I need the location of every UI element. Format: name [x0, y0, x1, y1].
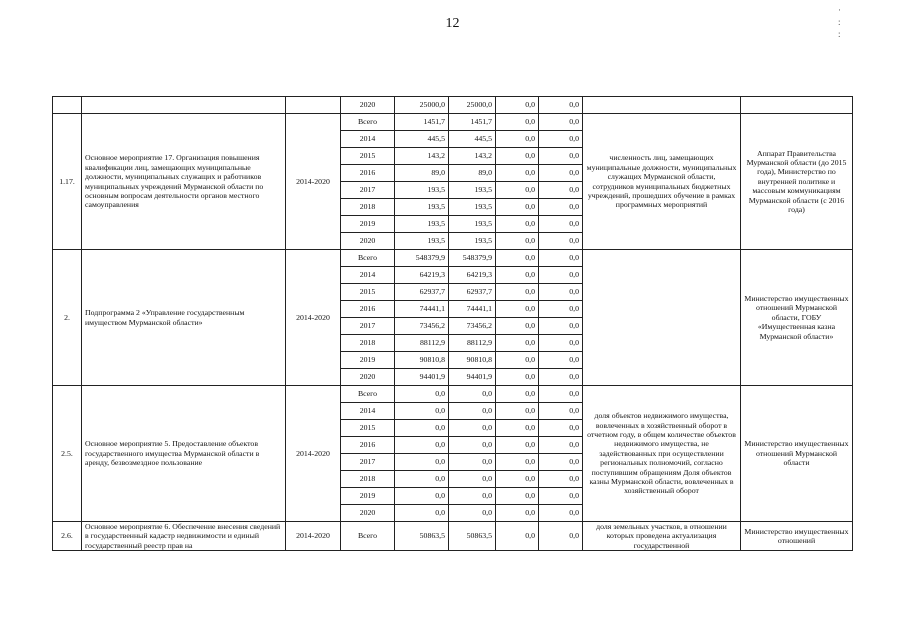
- federal-budget-cell: 0,0: [496, 352, 539, 369]
- total-cell: 64219,3: [395, 267, 449, 284]
- regional-budget-cell: 0,0: [449, 471, 496, 488]
- regional-budget-cell: 90810,8: [449, 352, 496, 369]
- year-cell: 2015: [341, 148, 395, 165]
- regional-budget-cell: 64219,3: [449, 267, 496, 284]
- other-funds-cell: 0,0: [539, 250, 583, 267]
- total-cell: 88112,9: [395, 335, 449, 352]
- total-cell: 548379,9: [395, 250, 449, 267]
- regional-budget-cell: 0,0: [449, 386, 496, 403]
- total-cell: 193,5: [395, 182, 449, 199]
- row-number: [53, 97, 82, 114]
- federal-budget-cell: 0,0: [496, 165, 539, 182]
- regional-budget-cell: 62937,7: [449, 284, 496, 301]
- total-cell: 193,5: [395, 199, 449, 216]
- total-cell: 25000,0: [395, 97, 449, 114]
- other-funds-cell: 0,0: [539, 131, 583, 148]
- federal-budget-cell: 0,0: [496, 522, 539, 551]
- federal-budget-cell: 0,0: [496, 182, 539, 199]
- row-number: 2.6.: [53, 522, 82, 551]
- year-cell: 2020: [341, 97, 395, 114]
- year-cell: 2019: [341, 216, 395, 233]
- scan-footer-noise: [0, 628, 905, 634]
- executor-cell: Министерство имущественных отношений: [741, 522, 853, 551]
- other-funds-cell: 0,0: [539, 182, 583, 199]
- indicator-cell: доля земельных участков, в отношении которых проведена актуализация государственной: [583, 522, 741, 551]
- federal-budget-cell: 0,0: [496, 369, 539, 386]
- year-cell: 2020: [341, 233, 395, 250]
- indicator-cell: численность лиц, замещающих муниципальные должности, муниципальных служащих Мурманской области, сотрудников муниципальных бюджетных учреждений, прошедших обучение в рамках программных мероприятий: [583, 114, 741, 250]
- table-row: [53, 386, 853, 403]
- other-funds-cell: 0,0: [539, 352, 583, 369]
- regional-budget-cell: 193,5: [449, 216, 496, 233]
- total-cell: 50863,5: [395, 522, 449, 551]
- total-cell: 0,0: [395, 420, 449, 437]
- federal-budget-cell: 0,0: [496, 454, 539, 471]
- year-cell: 2018: [341, 335, 395, 352]
- federal-budget-cell: 0,0: [496, 471, 539, 488]
- total-cell: 0,0: [395, 454, 449, 471]
- federal-budget-cell: 0,0: [496, 267, 539, 284]
- period: 2014-2020: [286, 386, 341, 522]
- federal-budget-cell: 0,0: [496, 386, 539, 403]
- federal-budget-cell: 0,0: [496, 488, 539, 505]
- executor-cell: Министерство имущественных отношений Мурманской области: [741, 386, 853, 522]
- period: 2014-2020: [286, 250, 341, 386]
- other-funds-cell: 0,0: [539, 335, 583, 352]
- year-cell: Всего: [341, 114, 395, 131]
- year-cell: 2016: [341, 301, 395, 318]
- other-funds-cell: 0,0: [539, 216, 583, 233]
- year-cell: Всего: [341, 522, 395, 551]
- regional-budget-cell: 74441,1: [449, 301, 496, 318]
- other-funds-cell: 0,0: [539, 318, 583, 335]
- total-cell: 193,5: [395, 233, 449, 250]
- table-row: [53, 97, 853, 114]
- row-number: 2.5.: [53, 386, 82, 522]
- regional-budget-cell: 548379,9: [449, 250, 496, 267]
- regional-budget-cell: 25000,0: [449, 97, 496, 114]
- table-row: [53, 522, 853, 551]
- regional-budget-cell: 0,0: [449, 420, 496, 437]
- row-number: 2.: [53, 250, 82, 386]
- table-row: [53, 250, 853, 267]
- total-cell: 0,0: [395, 437, 449, 454]
- executor-cell: Аппарат Правительства Мурманской области (до 2015 года), Министерство по внутренней политике и массовым коммуникациям Мурманской области (с 2016 года): [741, 114, 853, 250]
- year-cell: 2017: [341, 454, 395, 471]
- year-cell: 2018: [341, 471, 395, 488]
- federal-budget-cell: 0,0: [496, 335, 539, 352]
- row-number: 1.17.: [53, 114, 82, 250]
- federal-budget-cell: 0,0: [496, 97, 539, 114]
- regional-budget-cell: 0,0: [449, 437, 496, 454]
- total-cell: 193,5: [395, 216, 449, 233]
- year-cell: 2014: [341, 131, 395, 148]
- other-funds-cell: 0,0: [539, 471, 583, 488]
- federal-budget-cell: 0,0: [496, 505, 539, 522]
- activity-description: Основное мероприятие 6. Обеспечение внесения сведений в государственный кадастр недвижимости и единый государственный реестр прав на: [82, 522, 286, 551]
- year-cell: 2016: [341, 437, 395, 454]
- federal-budget-cell: 0,0: [496, 420, 539, 437]
- other-funds-cell: 0,0: [539, 403, 583, 420]
- year-cell: 2014: [341, 267, 395, 284]
- federal-budget-cell: 0,0: [496, 148, 539, 165]
- activity-description: [82, 97, 286, 114]
- regional-budget-cell: 0,0: [449, 454, 496, 471]
- total-cell: 94401,9: [395, 369, 449, 386]
- year-cell: Всего: [341, 250, 395, 267]
- federal-budget-cell: 0,0: [496, 216, 539, 233]
- federal-budget-cell: 0,0: [496, 301, 539, 318]
- regional-budget-cell: 0,0: [449, 505, 496, 522]
- page-number: 12: [445, 16, 460, 31]
- regional-budget-cell: 0,0: [449, 403, 496, 420]
- total-cell: 0,0: [395, 403, 449, 420]
- activity-description: Основное мероприятие 17. Организация повышения квалификации лиц, замещающих муниципальные должности, муниципальных служащих и работников муниципальных учреждений Мурманской области по основным вопросам деятельности органов местного самоуправления: [82, 114, 286, 250]
- total-cell: 74441,1: [395, 301, 449, 318]
- activity-description: Основное мероприятие 5. Предоставление объектов государственного имущества Мурманской области в аренду, безвозмездное пользование: [82, 386, 286, 522]
- other-funds-cell: 0,0: [539, 114, 583, 131]
- other-funds-cell: 0,0: [539, 97, 583, 114]
- year-cell: 2014: [341, 403, 395, 420]
- total-cell: 0,0: [395, 505, 449, 522]
- year-cell: 2017: [341, 182, 395, 199]
- other-funds-cell: 0,0: [539, 420, 583, 437]
- regional-budget-cell: 88112,9: [449, 335, 496, 352]
- regional-budget-cell: 193,5: [449, 233, 496, 250]
- regional-budget-cell: 0,0: [449, 488, 496, 505]
- other-funds-cell: 0,0: [539, 165, 583, 182]
- indicator-cell: доля объектов недвижимого имущества, вовлеченных в хозяйственный оборот в отчетном году, в общем количестве объектов недвижимого имущества, не задействованных при осуществлении региональных полномочий, согласно поступившим обращениям Доля объектов казны Мурманской области, вовлеченных в хозяйственный оборот: [583, 386, 741, 522]
- total-cell: 0,0: [395, 386, 449, 403]
- total-cell: 445,5: [395, 131, 449, 148]
- total-cell: 62937,7: [395, 284, 449, 301]
- total-cell: 73456,2: [395, 318, 449, 335]
- executor-cell: [741, 97, 853, 114]
- regional-budget-cell: 193,5: [449, 199, 496, 216]
- total-cell: 1451,7: [395, 114, 449, 131]
- regional-budget-cell: 193,5: [449, 182, 496, 199]
- other-funds-cell: 0,0: [539, 369, 583, 386]
- regional-budget-cell: 143,2: [449, 148, 496, 165]
- regional-budget-cell: 94401,9: [449, 369, 496, 386]
- activity-description: Подпрограмма 2 «Управление государственным имуществом Мурманской области»: [82, 250, 286, 386]
- regional-budget-cell: 89,0: [449, 165, 496, 182]
- other-funds-cell: 0,0: [539, 148, 583, 165]
- federal-budget-cell: 0,0: [496, 233, 539, 250]
- year-cell: 2020: [341, 505, 395, 522]
- other-funds-cell: 0,0: [539, 488, 583, 505]
- other-funds-cell: 0,0: [539, 284, 583, 301]
- other-funds-cell: 0,0: [539, 233, 583, 250]
- year-cell: 2019: [341, 352, 395, 369]
- other-funds-cell: 0,0: [539, 386, 583, 403]
- year-cell: 2019: [341, 488, 395, 505]
- margin-marks: · : :: [838, 5, 841, 39]
- period: 2014-2020: [286, 522, 341, 551]
- total-cell: 89,0: [395, 165, 449, 182]
- regional-budget-cell: 445,5: [449, 131, 496, 148]
- federal-budget-cell: 0,0: [496, 284, 539, 301]
- total-cell: 0,0: [395, 488, 449, 505]
- federal-budget-cell: 0,0: [496, 250, 539, 267]
- year-cell: 2018: [341, 199, 395, 216]
- indicator-cell: [583, 97, 741, 114]
- year-cell: 2015: [341, 420, 395, 437]
- total-cell: 90810,8: [395, 352, 449, 369]
- budget-table: [52, 96, 853, 551]
- total-cell: 0,0: [395, 471, 449, 488]
- federal-budget-cell: 0,0: [496, 318, 539, 335]
- regional-budget-cell: 1451,7: [449, 114, 496, 131]
- other-funds-cell: 0,0: [539, 522, 583, 551]
- period: 2014-2020: [286, 114, 341, 250]
- regional-budget-cell: 73456,2: [449, 318, 496, 335]
- year-cell: 2017: [341, 318, 395, 335]
- federal-budget-cell: 0,0: [496, 131, 539, 148]
- federal-budget-cell: 0,0: [496, 437, 539, 454]
- other-funds-cell: 0,0: [539, 199, 583, 216]
- period: [286, 97, 341, 114]
- other-funds-cell: 0,0: [539, 505, 583, 522]
- regional-budget-cell: 50863,5: [449, 522, 496, 551]
- federal-budget-cell: 0,0: [496, 403, 539, 420]
- executor-cell: Министерство имущественных отношений Мурманской области, ГОБУ «Имущественная казна Мурманской области»: [741, 250, 853, 386]
- year-cell: 2020: [341, 369, 395, 386]
- other-funds-cell: 0,0: [539, 267, 583, 284]
- year-cell: 2015: [341, 284, 395, 301]
- year-cell: Всего: [341, 386, 395, 403]
- table-row: [53, 114, 853, 131]
- indicator-cell: [583, 250, 741, 386]
- federal-budget-cell: 0,0: [496, 114, 539, 131]
- other-funds-cell: 0,0: [539, 454, 583, 471]
- total-cell: 143,2: [395, 148, 449, 165]
- year-cell: 2016: [341, 165, 395, 182]
- other-funds-cell: 0,0: [539, 437, 583, 454]
- other-funds-cell: 0,0: [539, 301, 583, 318]
- federal-budget-cell: 0,0: [496, 199, 539, 216]
